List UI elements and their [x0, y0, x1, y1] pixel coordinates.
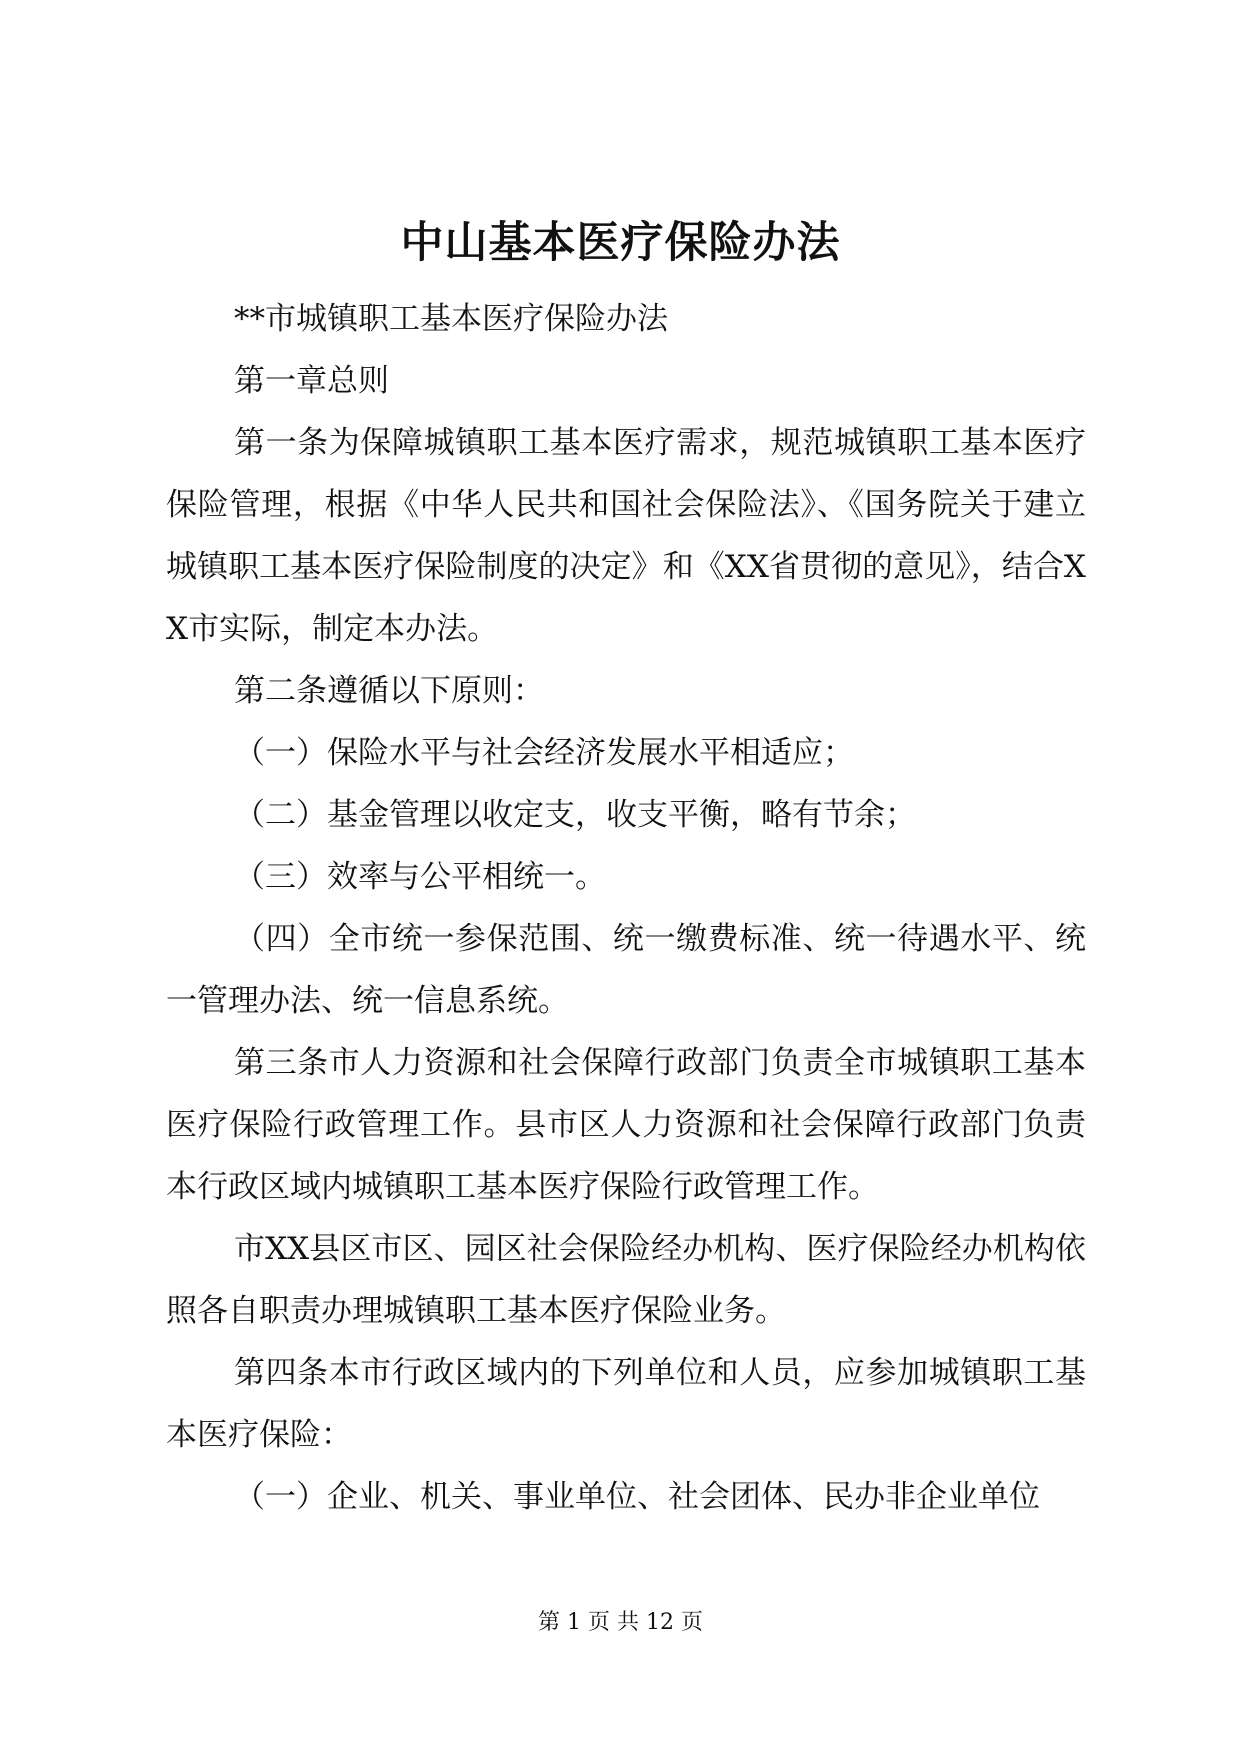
paragraph: 第一条为保障城镇职工基本医疗需求，规范城镇职工基本医疗保险管理，根据《中华人民共和国社会保险法》、《国务院关于建立城镇职工基本医疗保险制度的决定》和《XX省贯彻的意见》，结合XX市实际，制定本办法。 [166, 425, 1086, 647]
paragraph: （一）企业、机关、事业单位、社会团体、民办非企业单位 [234, 1479, 1040, 1515]
paragraph: 第一章总则 [234, 363, 389, 399]
page-number: 第 1 页 共 12 页 [538, 1610, 703, 1635]
paragraph: 市XX县区市区、园区社会保险经办机构、医疗保险经办机构依照各自职责办理城镇职工基本医疗保险业务。 [166, 1231, 1086, 1329]
paragraph: 第三条市人力资源和社会保障行政部门负责全市城镇职工基本医疗保险行政管理工作。县市区人力资源和社会保障行政部门负责本行政区域内城镇职工基本医疗保险行政管理工作。 [166, 1045, 1086, 1205]
paragraph: （一）保险水平与社会经济发展水平相适应； [234, 735, 854, 771]
paragraph: 第四条本市行政区域内的下列单位和人员，应参加城镇职工基本医疗保险： [166, 1355, 1086, 1453]
paragraph: （三）效率与公平相统一。 [234, 859, 606, 895]
paragraph: **市城镇职工基本医疗保险办法 [234, 301, 668, 337]
paragraph: （二）基金管理以收定支，收支平衡，略有节余； [234, 797, 916, 833]
document-body [166, 288, 1086, 1528]
document-title: 中山基本医疗保险办法 [400, 218, 841, 268]
paragraph: 第二条遵循以下原则： [234, 673, 544, 709]
paragraph: （四）全市统一参保范围、统一缴费标准、统一待遇水平、统一管理办法、统一信息系统。 [166, 921, 1086, 1019]
